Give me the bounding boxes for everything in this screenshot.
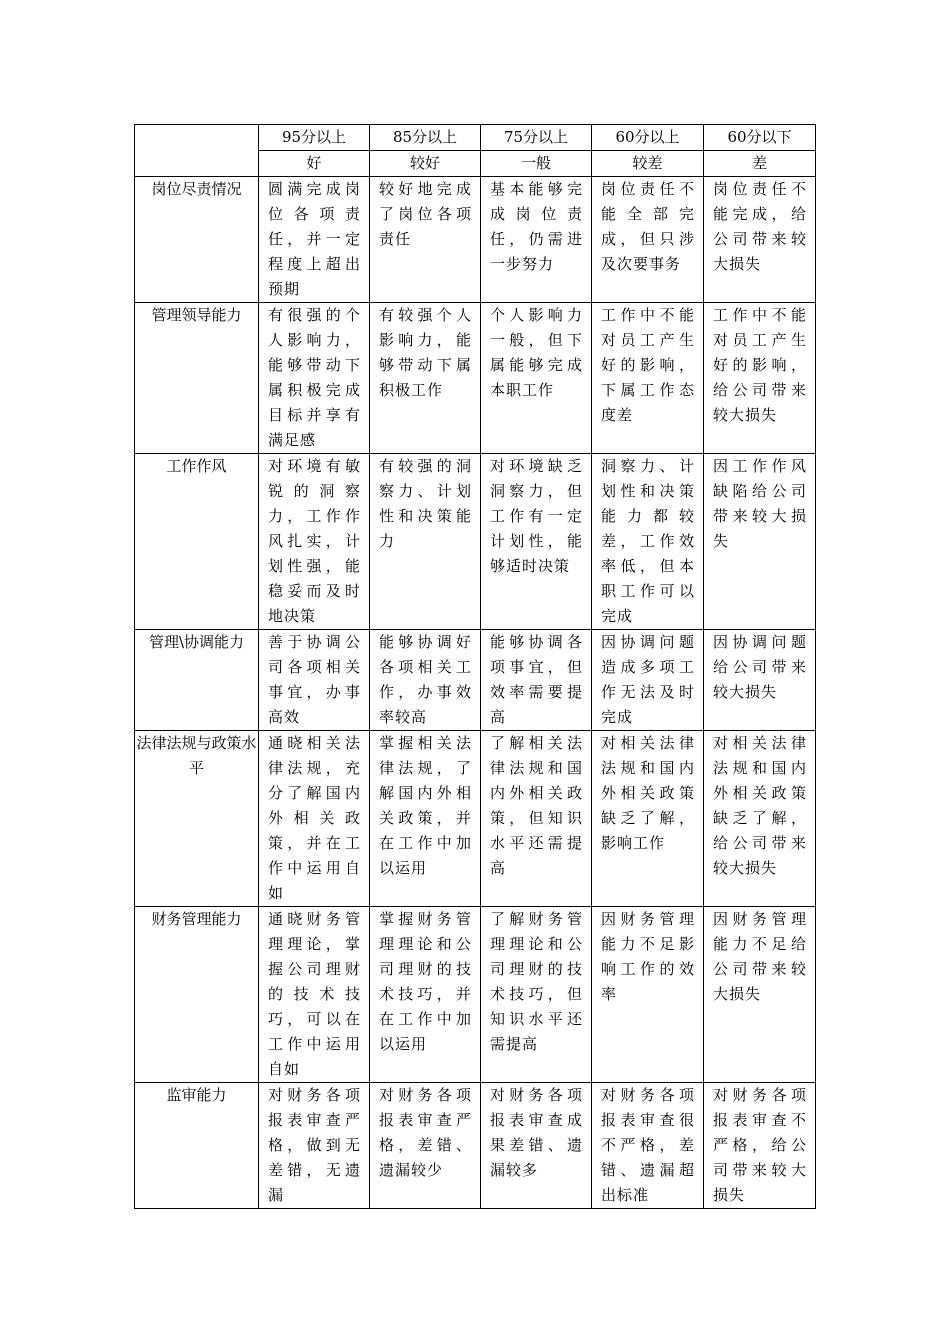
table-row (135, 454, 816, 630)
table-cell (259, 454, 370, 630)
table-cell (481, 630, 592, 731)
score-header-cell: 75分以上 (481, 125, 592, 151)
table-cell (259, 303, 370, 454)
cell-text: 因协调问题给公司带来较大损失 (713, 633, 807, 701)
score-header-row (135, 125, 816, 151)
table-cell (370, 731, 481, 907)
table-cell (370, 907, 481, 1083)
cell-text: 对财务各项报表审查很不严格，差错、遗漏超出标准 (601, 1086, 695, 1204)
cell-text: 了解相关法律法规和国内外相关政策，但知识水平还需提高 (490, 734, 583, 877)
table-cell (592, 1083, 704, 1209)
cell-text: 岗位责任不能全部完成，但只涉及次要事务 (601, 180, 695, 273)
cell-text: 对财务各项报表审查严格，做到无差错，无遗漏 (268, 1086, 361, 1204)
table-cell (370, 177, 481, 303)
cell-text: 通晓财务管理理论，掌握公司理财的技术技巧，可以在工作中运用自如 (268, 910, 361, 1078)
cell-text: 通晓相关法律法规，充分了解国内外相关政策，并在工作中运用自如 (268, 734, 361, 902)
score-header-cell: 95分以上 (259, 125, 370, 151)
score-header-cell: 85分以上 (370, 125, 481, 151)
row-label: 工作作风 (135, 454, 259, 630)
cell-text: 因财务管理能力不足给公司带来较大损失 (713, 910, 807, 1003)
cell-text: 基本能够完成岗位责任，仍需进一步努力 (490, 180, 583, 273)
cell-text: 能够协调各项事宜，但效率需要提高 (490, 633, 583, 726)
table-row (135, 731, 816, 907)
cell-text: 因财务管理能力不足影响工作的效率 (601, 910, 695, 1003)
table-cell (259, 731, 370, 907)
cell-text: 善于协调公司各项相关事宜，办事高效 (268, 633, 361, 726)
table-cell (704, 630, 816, 731)
table-cell (704, 1083, 816, 1209)
table-cell (481, 731, 592, 907)
table-cell (592, 303, 704, 454)
cell-text: 岗位责任不能完成，给公司带来较大损失 (713, 180, 807, 273)
table-cell (592, 630, 704, 731)
cell-text: 个人影响力一般，但下属能够完成本职工作 (490, 306, 583, 399)
cell-text: 掌握相关法律法规，了解国内外相关政策，并在工作中加以运用 (379, 734, 472, 877)
grade-header-cell: 较好 (370, 151, 481, 177)
table-cell (704, 907, 816, 1083)
cell-text: 因协调问题造成多项工作无法及时完成 (601, 633, 695, 726)
table-cell (481, 303, 592, 454)
table-cell (481, 1083, 592, 1209)
table-cell (481, 907, 592, 1083)
cell-text: 对相关法律法规和国内外相关政策缺乏了解，影响工作 (601, 734, 695, 852)
row-label: 岗位尽责情况 (135, 177, 259, 303)
table-row (135, 907, 816, 1083)
cell-text: 圆满完成岗位各项责任，并一定程度上超出预期 (268, 180, 361, 298)
cell-text: 对财务各项报表审查不严格，给公司带来较大损失 (713, 1086, 807, 1204)
cell-text: 洞察力、计划性和决策能力都较差，工作效率低，但本职工作可以完成 (601, 457, 695, 625)
cell-text: 有较强的洞察力、计划性和决策能力 (379, 457, 472, 550)
row-label: 法律法规与政策水平 (135, 731, 259, 907)
table-cell (259, 907, 370, 1083)
grade-header-cell: 差 (704, 151, 816, 177)
grade-header-cell: 一般 (481, 151, 592, 177)
table-cell (370, 303, 481, 454)
table-cell (592, 731, 704, 907)
table-cell (259, 630, 370, 731)
cell-text: 对财务各项报表审查成果差错、遗漏较多 (490, 1086, 583, 1179)
table-cell (592, 177, 704, 303)
cell-text: 对环境缺乏洞察力，但工作有一定计划性，能够适时决策 (490, 457, 583, 575)
evaluation-table (134, 124, 816, 1209)
table-cell (370, 1083, 481, 1209)
cell-text: 对环境有敏锐的洞察力，工作作风扎实，计划性强，能稳妥而及时地决策 (268, 457, 361, 625)
table-cell (370, 630, 481, 731)
table-cell (481, 177, 592, 303)
cell-text: 掌握财务管理理论和公司理财的技术技巧，并在工作中加以运用 (379, 910, 472, 1053)
table-row (135, 630, 816, 731)
cell-text: 较好地完成了岗位各项责任 (379, 180, 472, 248)
table-row (135, 177, 816, 303)
table-cell (370, 454, 481, 630)
row-label: 管理领导能力 (135, 303, 259, 454)
cell-text: 工作中不能对员工产生好的影响，下属工作态度差 (601, 306, 695, 424)
table-row (135, 303, 816, 454)
table-cell (704, 177, 816, 303)
table-cell (592, 907, 704, 1083)
table-cell (704, 731, 816, 907)
score-header-cell: 60分以上 (592, 125, 704, 151)
cell-text: 了解财务管理理论和公司理财的技术技巧，但知识水平还需提高 (490, 910, 583, 1053)
table-cell (704, 303, 816, 454)
row-label: 监审能力 (135, 1083, 259, 1209)
table-cell (592, 454, 704, 630)
table-cell (704, 454, 816, 630)
cell-text: 有很强的个人影响力，能够带动下属积极完成目标并享有满足感 (268, 306, 361, 449)
cell-text: 对财务各项报表审查严格，差错、遗漏较少 (379, 1086, 472, 1179)
cell-text: 有较强个人影响力，能够带动下属积极工作 (379, 306, 472, 399)
row-label: 管理\协调能力 (135, 630, 259, 731)
corner-cell (135, 125, 259, 177)
grade-header-cell: 好 (259, 151, 370, 177)
cell-text: 对相关法律法规和国内外相关政策缺乏了解，给公司带来较大损失 (713, 734, 807, 877)
table-cell (481, 454, 592, 630)
cell-text: 因工作作风缺陷给公司带来较大损失 (713, 457, 807, 550)
table-cell (259, 1083, 370, 1209)
table-row (135, 1083, 816, 1209)
cell-text: 能够协调好各项相关工作，办事效率较高 (379, 633, 472, 726)
table-cell (259, 177, 370, 303)
grade-header-cell: 较差 (592, 151, 704, 177)
score-header-cell: 60分以下 (704, 125, 816, 151)
cell-text: 工作中不能对员工产生好的影响，给公司带来较大损失 (713, 306, 807, 424)
row-label: 财务管理能力 (135, 907, 259, 1083)
